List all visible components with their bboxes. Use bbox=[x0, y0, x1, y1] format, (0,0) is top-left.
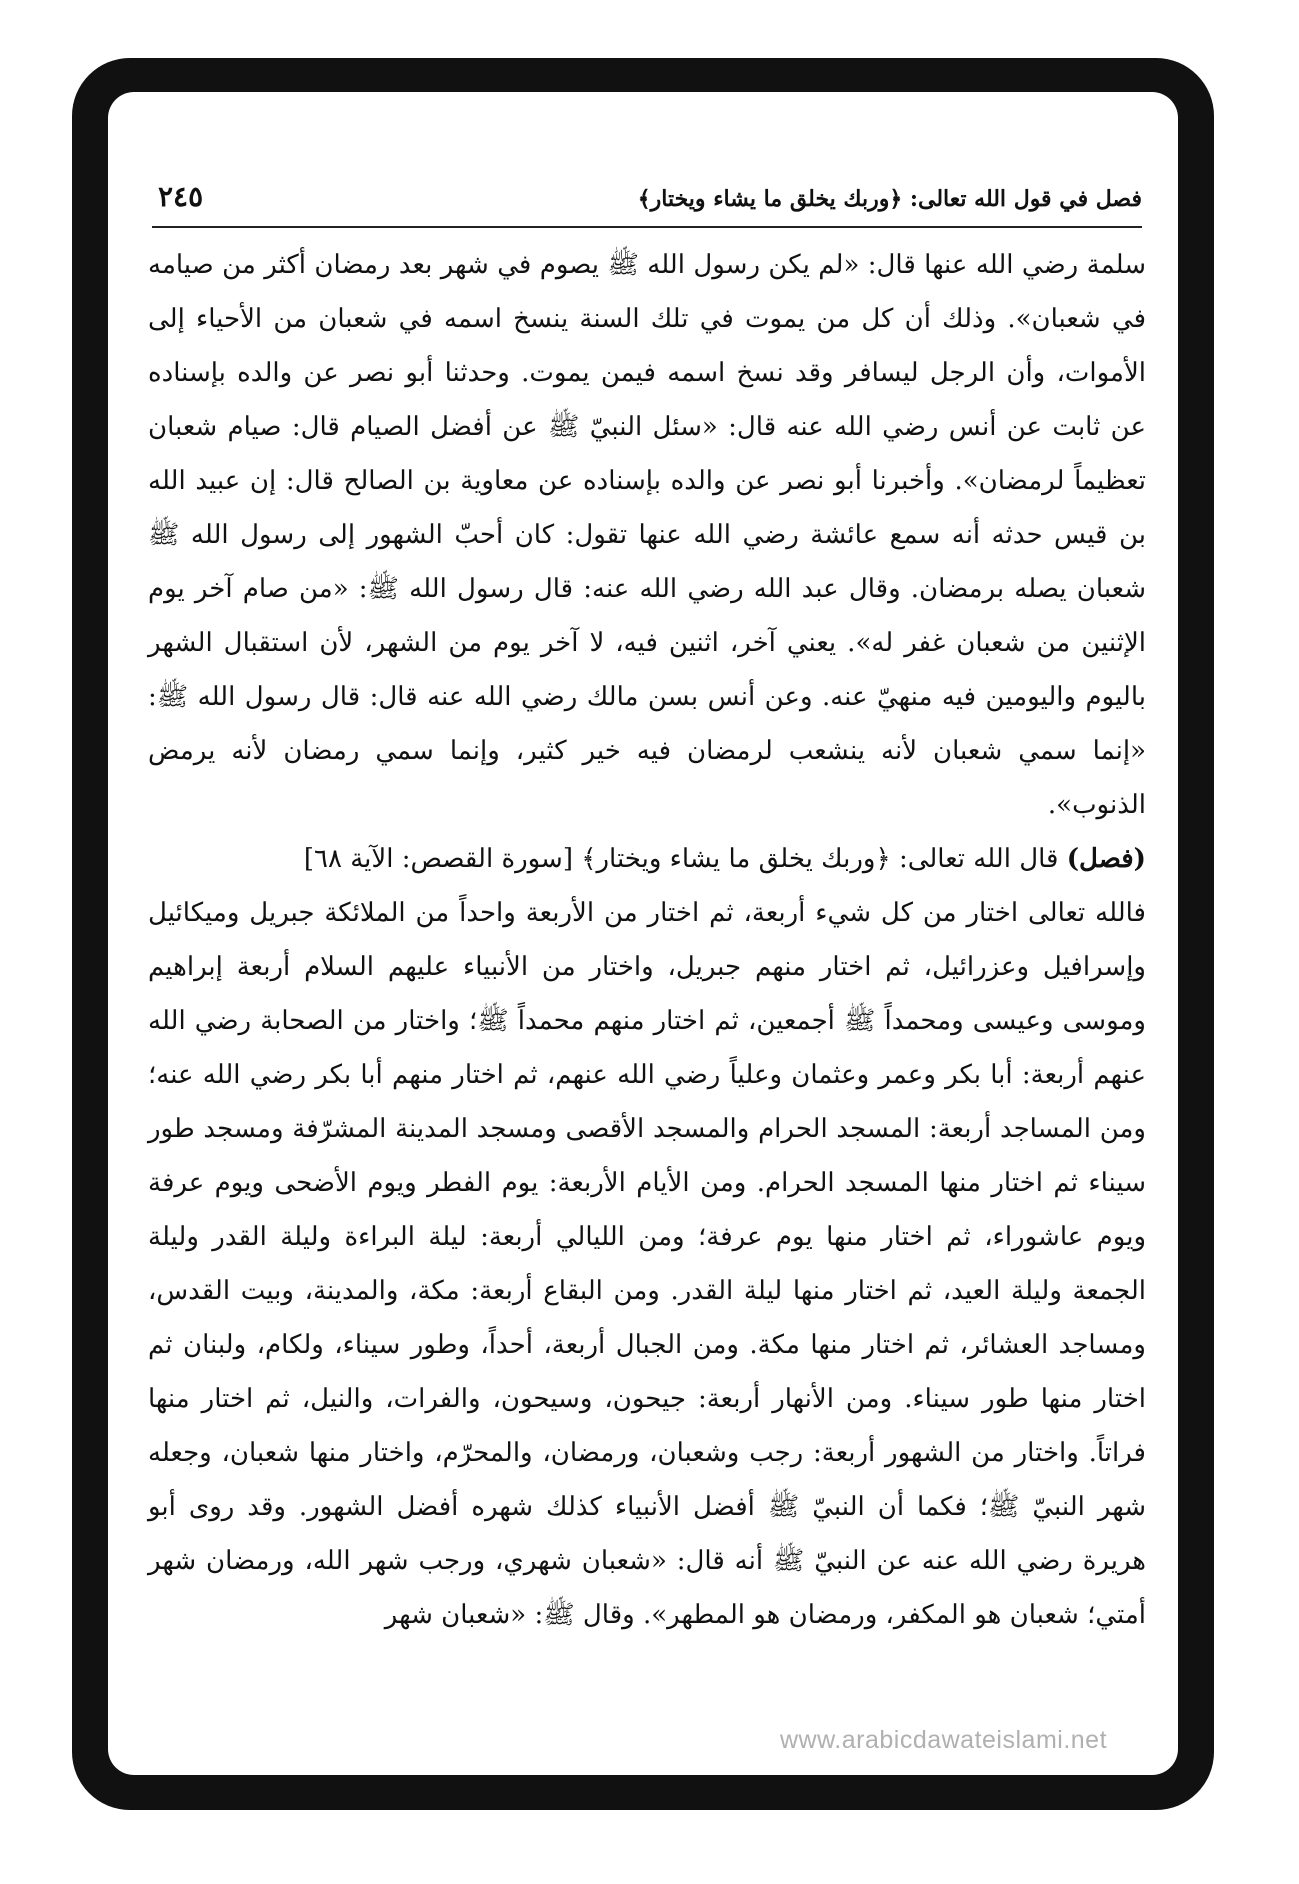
page-header bbox=[152, 180, 1142, 228]
website-watermark: www.arabicdawateislami.net bbox=[780, 1726, 1108, 1754]
section-heading bbox=[148, 832, 1146, 886]
section-body-paragraph: فالله تعالى اختار من كل شيء أربعة، ثم اختار من الأربعة واحداً من الملائكة جبريل وميكائيل وإسرافيل وعزرائيل، ثم اختار منهم جبريل، واختار من الأنبياء عليهم السلام أربعة إبراهيم وموسى وعيسى ومحمداً ﷺ أجمعين، ثم اختار منهم محمداً ﷺ؛ واختار من الصحابة رضي الله عنهم أربعة: أبا بكر وعمر وعثمان وعلياً رضي الله عنهم، ثم اختار منهم أبا بكر رضي الله عنه؛ ومن المساجد أربعة: المسجد الحرام والمسجد الأقصى ومسجد المدينة المشرّفة ومسجد طور سيناء ثم اختار منها المسجد الحرام. ومن الأيام الأربعة: يوم الفطر ويوم الأضحى ويوم عرفة ويوم عاشوراء، ثم اختار منها يوم عرفة؛ ومن الليالي أربعة: ليلة البراءة وليلة القدر وليلة الجمعة وليلة العيد، ثم اختار منها ليلة القدر. ومن البقاع أربعة: مكة، والمدينة، وبيت القدس، ومساجد العشائر، ثم اختار منها مكة. ومن الجبال أربعة، أحداً، وطور سيناء، ولكام، ولبنان ثم اختار منها طور سيناء. ومن الأنهار أربعة: جيحون، وسيحون، والفرات، والنيل، ثم اختار منها فراتاً. واختار من الشهور أربعة: رجب وشعبان، ورمضان، والمحرّم، واختار منها شعبان، وجعله شهر النبيّ ﷺ؛ فكما أن النبيّ ﷺ أفضل الأنبياء كذلك شهره أفضل الشهور. وقد روى أبو هريرة رضي الله عنه عن النبيّ ﷺ أنه قال: «شعبان شهري، ورجب شهر الله، ورمضان شهر أمتي؛ شعبان هو المكفر، ورمضان هو المطهر». وقال ﷺ: «شعبان شهر bbox=[148, 898, 1146, 1630]
opening-paragraph: سلمة رضي الله عنها قال: «لم يكن رسول الله ﷺ يصوم في شهر بعد رمضان أكثر من صيامه في شعبان». وذلك أن كل من يموت في تلك السنة ينسخ اسمه في شعبان من الأحياء إلى الأموات، وأن الرجل ليسافر وقد نسخ اسمه فيمن يموت. وحدثنا أبو نصر عن والده بإسناده عن ثابت عن أنس رضي الله عنه قال: «سئل النبيّ ﷺ عن أفضل الصيام قال: صيام شعبان تعظيماً لرمضان». وأخبرنا أبو نصر عن والده بإسناده عن معاوية بن الصالح قال: إن عبيد الله بن قيس حدثه أنه سمع عائشة رضي الله عنها تقول: كان أحبّ الشهور إلى رسول الله ﷺ شعبان يصله برمضان. وقال عبد الله رضي الله عنه: قال رسول الله ﷺ: «من صام آخر يوم الإثنين من شعبان غفر له». يعني آخر، اثنين فيه، لا آخر يوم من الشهر، لأن استقبال الشهر باليوم واليومين فيه منهيّ عنه. وعن أنس بسن مالك رضي الله عنه قال: قال رسول الله ﷺ: «إنما سمي شعبان لأنه ينشعب لرمضان فيه خير كثير، وإنما سمي رمضان لأنه يرمض الذنوب». bbox=[148, 250, 1146, 820]
page-number: ٢٤٥ bbox=[158, 180, 204, 213]
section-heading-text: قال الله تعالى: ﴿وربك يخلق ما يشاء ويختار﴾ [سورة القصص: الآية ٦٨] bbox=[303, 844, 1067, 874]
main-text bbox=[148, 238, 1146, 1642]
section-label: (فصل) bbox=[1066, 844, 1146, 874]
running-title: فصل في قول الله تعالى: ﴿وربك يخلق ما يشاء ويختار﴾ bbox=[637, 186, 1142, 212]
